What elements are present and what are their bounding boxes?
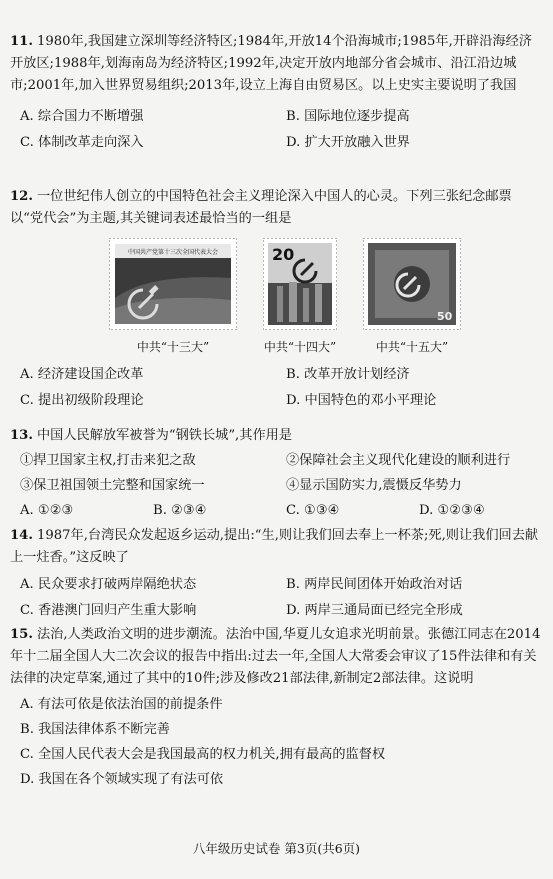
stamp-14th-congress	[263, 238, 337, 358]
question-number: 12.	[10, 189, 33, 204]
option-a: A. 民众要求打破两岸隔绝状态	[20, 577, 197, 592]
question-11	[10, 31, 542, 154]
question-number: 13.	[10, 428, 33, 443]
stamp-14-value: 20	[272, 245, 295, 264]
stamp-caption: 中共“十五大”	[375, 340, 449, 354]
statement-3: ③保卫祖国领土完整和国家统一	[20, 478, 205, 493]
option-b: B. ②③④	[153, 503, 207, 518]
page-footer: 八年级历史试卷 第3页(共6页)	[192, 841, 361, 856]
stamp-caption: 中共“十四大”	[263, 340, 337, 354]
question-number: 15.	[10, 627, 33, 642]
option-c: C. 香港澳门回归产生重大影响	[20, 603, 197, 618]
option-a: A. 经济建设国企改革	[20, 367, 144, 382]
question-stem: 1987年,台湾民众发起返乡运动,提出:“生,则让我们回去奉上一杯茶;死,则让我们回去献上一炷香。”这反映了	[10, 528, 539, 565]
option-c: C. 提出初级阶段理论	[20, 393, 144, 408]
statement-4: ④显示国防实力,震慑反华势力	[286, 478, 462, 493]
question-number: 11.	[10, 34, 33, 49]
question-number: 14.	[10, 528, 33, 543]
question-13	[10, 425, 542, 522]
option-c: C. 全国人民代表大会是我国最高的权力机关,拥有最高的监督权	[20, 747, 386, 762]
statement-1: ①捍卫国家主权,打击来犯之敌	[20, 453, 196, 468]
option-b: B. 两岸民间团体开始政治对话	[286, 577, 463, 592]
stamp-13-top-text: 中国共产党第十三次全国代表大会	[127, 249, 219, 256]
stamp-15th-congress	[363, 238, 461, 358]
option-b: B. 国际地位逐步提高	[286, 109, 410, 124]
stamp-13-image	[109, 238, 237, 330]
stamp-row	[28, 238, 542, 358]
option-b: B. 我国法律体系不断完善	[20, 722, 170, 737]
question-15	[10, 624, 542, 791]
option-d: D. 扩大开放融入世界	[286, 135, 410, 150]
question-stem: 法治,人类政治文明的进步潮流。法治中国,华夏儿女追求光明前景。张德江同志在2014年十二届全国人大二次会议的报告中指出:过去一年,全国人大常委会审议了15件法律和有关法律的决定草案,通过了其中的10件;涉及修改21部法律,新制定2部法律。这说明	[10, 627, 541, 686]
question-stem: 一位世纪伟人创立的中国特色社会主义理论深入中国人的心灵。下列三张纪念邮票以“党代会”为主题,其关键词表述最恰当的一组是	[10, 189, 512, 226]
question-stem: 中国人民解放军被誉为“钢铁长城”,其作用是	[36, 428, 293, 443]
option-b: B. 改革开放计划经济	[286, 367, 410, 382]
option-d: D. 中国特色的邓小平理论	[286, 393, 437, 408]
stamp-caption: 中共“十三大”	[136, 340, 210, 354]
option-d: D. ①②③④	[419, 503, 485, 518]
stamp-14-image	[263, 238, 337, 330]
question-14	[10, 525, 542, 622]
option-a: A. ①②③	[20, 503, 74, 518]
option-c: C. 体制改革走向深入	[20, 135, 144, 150]
option-a: A. 综合国力不断增强	[20, 109, 144, 124]
option-c: C. ①③④	[286, 503, 340, 518]
option-d: D. 两岸三通局面已经完全形成	[286, 603, 463, 618]
option-d: D. 我国在各个领域实现了有法可依	[20, 772, 224, 787]
question-stem: 1980年,我国建立深圳等经济特区;1984年,开放14个沿海城市;1985年,开辟沿海经济开放区;1988年,划海南岛为经济特区;1992年,决定开放内地部分省会城市、沿江沿边城市;2001年,加入世界贸易组织;2013年,设立上海自由贸易区。以上史实主要说明了我国	[10, 34, 532, 93]
stamp-15-image	[363, 238, 461, 330]
stamp-15-value: 50	[437, 310, 453, 323]
stamp-13th-congress	[109, 238, 237, 358]
statement-2: ②保障社会主义现代化建设的顺利进行	[286, 453, 511, 468]
option-a: A. 有法可依是依法治国的前提条件	[20, 697, 223, 712]
question-12	[10, 186, 542, 412]
